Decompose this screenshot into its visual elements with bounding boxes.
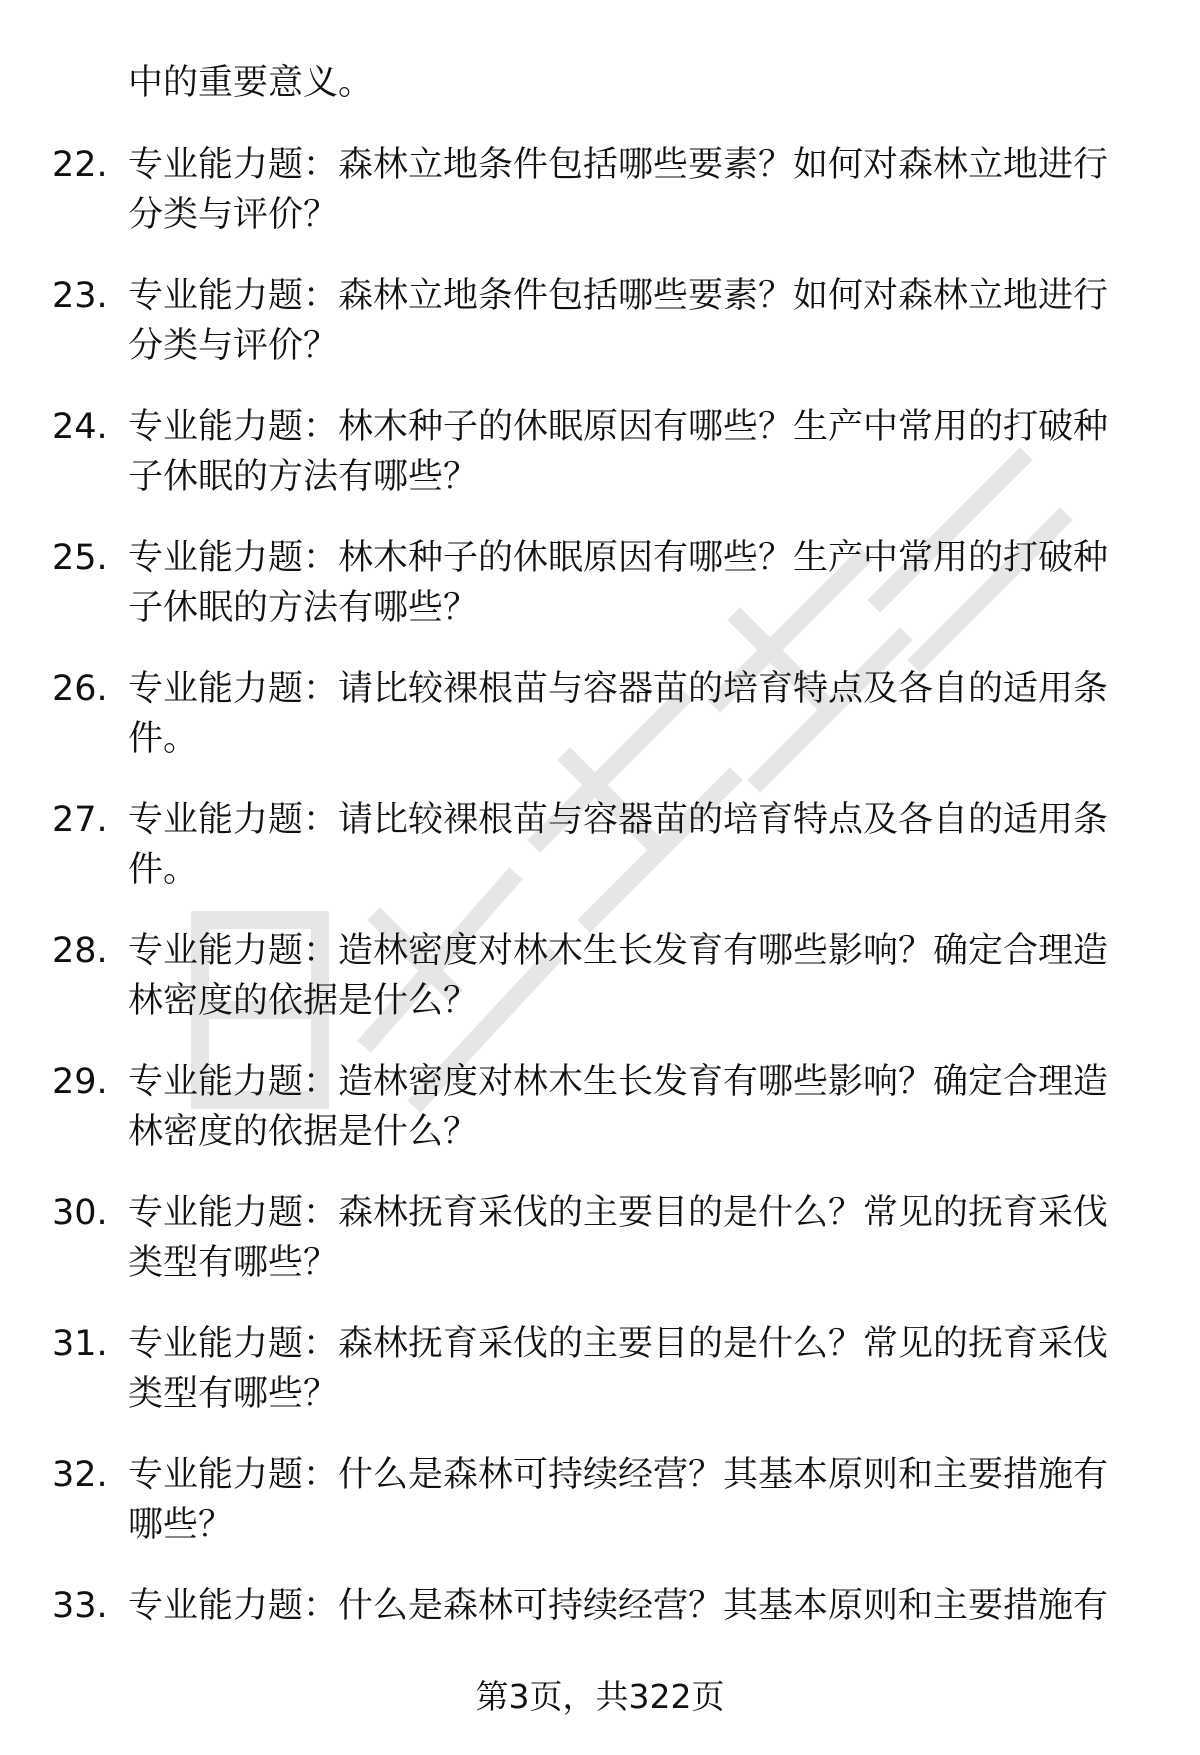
question-text: 专业能力题：森林抚育采伐的主要目的是什么？常见的抚育采伐类型有哪些？	[128, 1324, 1109, 1414]
question-text: 专业能力题：造林密度对林木生长发育有哪些影响？确定合理造林密度的依据是什么？	[128, 1062, 1109, 1152]
page-footer: 第3页，共322页	[475, 1677, 725, 1716]
question-text: 专业能力题：造林密度对林木生长发育有哪些影响？确定合理造林密度的依据是什么？	[128, 931, 1109, 1021]
question-text: 专业能力题：什么是森林可持续经营？其基本原则和主要措施有	[128, 1586, 1109, 1626]
question-list	[0, 140, 1200, 1712]
question-number: 29.	[52, 1062, 108, 1102]
question-number: 24.	[52, 407, 108, 447]
question-item	[0, 402, 1200, 533]
question-item	[0, 271, 1200, 402]
question-number: 32.	[52, 1455, 108, 1495]
question-item	[0, 1057, 1200, 1188]
question-item	[0, 1319, 1200, 1450]
question-number: 33.	[52, 1586, 108, 1626]
question-number: 22.	[52, 145, 108, 185]
question-text: 专业能力题：森林立地条件包括哪些要素？如何对森林立地进行分类与评价？	[128, 276, 1109, 366]
continuation-text: 中的重要意义。	[128, 63, 374, 103]
question-number: 31.	[52, 1324, 108, 1364]
question-item	[0, 664, 1200, 795]
question-item	[0, 1188, 1200, 1319]
question-number: 25.	[52, 538, 108, 578]
question-item	[0, 140, 1200, 271]
question-text: 专业能力题：什么是森林可持续经营？其基本原则和主要措施有哪些？	[128, 1455, 1109, 1545]
question-text: 专业能力题：请比较裸根苗与容器苗的培育特点及各自的适用条件。	[128, 800, 1109, 890]
question-number: 23.	[52, 276, 108, 316]
question-number: 27.	[52, 800, 108, 840]
question-number: 28.	[52, 931, 108, 971]
question-item	[0, 533, 1200, 664]
question-number: 26.	[52, 669, 108, 709]
question-text: 专业能力题：森林抚育采伐的主要目的是什么？常见的抚育采伐类型有哪些？	[128, 1193, 1109, 1283]
question-text: 专业能力题：请比较裸根苗与容器苗的培育特点及各自的适用条件。	[128, 669, 1109, 759]
question-text: 专业能力题：林木种子的休眠原因有哪些？生产中常用的打破种子休眠的方法有哪些？	[128, 407, 1109, 497]
question-item	[0, 926, 1200, 1057]
question-text: 专业能力题：森林立地条件包括哪些要素？如何对森林立地进行分类与评价？	[128, 145, 1109, 235]
question-item	[0, 795, 1200, 926]
question-item	[0, 1450, 1200, 1581]
question-number: 30.	[52, 1193, 108, 1233]
question-text: 专业能力题：林木种子的休眠原因有哪些？生产中常用的打破种子休眠的方法有哪些？	[128, 538, 1109, 628]
